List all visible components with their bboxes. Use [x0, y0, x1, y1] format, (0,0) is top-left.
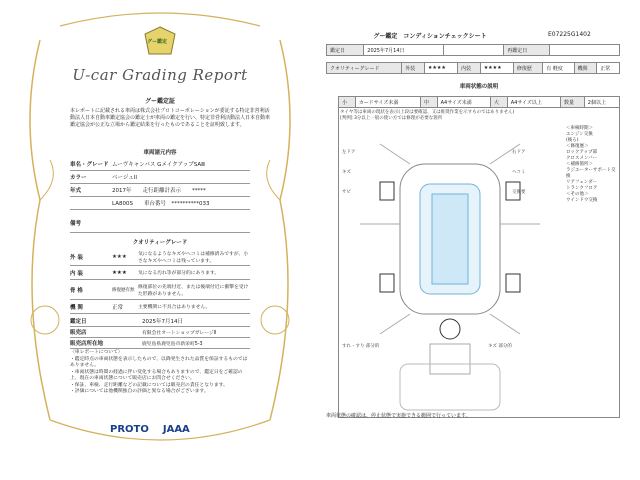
vehicle-row: 備考 — [70, 213, 250, 233]
label-scratch: キズ — [342, 170, 351, 175]
size-legend: 小 カードサイズ未満 中 A4サイズ未満 大 A4サイズ以上 数量 2個以上 — [338, 96, 620, 108]
label-door-right: 右ドア — [512, 150, 526, 155]
section-condition: 車両状態の説明 — [459, 84, 499, 90]
intro-text: 本レポートに記載される車両は株式会社プロトコーポレーションが委託する特定非営利活動法人日本自動車鑑定協会の鑑定士が車両の鑑定を行い、特定非営利活動法人日本自動車鑑定協会が公正な立場から鑑定結果を行ったものであることを証明致します。 — [70, 108, 271, 128]
quality-table: クオリティーグレード 外装 ★★★★ 内装 ★★★★ 修復歴 有 軽度 機関 正常 — [326, 62, 620, 74]
remarks-box: ＜車検時期＞ エンジン交換 (後ろ) ＜修復歴＞ ロックアップ部 クロスメンバー ＜補修箇所＞ ラジエーターサポート交換 リアフェンダー トランクフロア ＜その他＞ ウインドウ交換 — [566, 126, 616, 203]
badge-label: グー鑑定 — [147, 39, 168, 45]
legend-note-1: タイヤ等は車両の現状を表示(上段は要確認、又は推奨作業を示すものではありません) — [340, 110, 515, 115]
label-dent: ヘコミ — [512, 170, 526, 175]
proto-logo: PROTO — [110, 424, 149, 435]
report-subtitle: グー鑑定証 — [144, 98, 175, 105]
quality-row: 骨 格 修復歴有無 修復部位の先端付近、または後端付近に衝撃を受けた形跡がありません。 — [70, 280, 250, 300]
report-title: U-car Grading Report — [72, 66, 248, 84]
notes-text: 〈車レポートについて〉 ・鑑定時点の車両状態を表示したもので、以降発生された品質を保証するものではありません。 ・車両状態は時間の経過に伴い変化する場合もありますので、鑑定日をご確認の上、現在の車両状態について販売店にお問合せください。 ・保証、車検、走行距離などの記載については販売店の責任となります。 ・評価については他機関独自の評価と異なる場合がございます。 — [70, 350, 248, 394]
section-quality: クオリティーグレード — [132, 240, 188, 246]
label-partial: キズ 部分的 — [488, 344, 512, 349]
date-table: 鑑定日 2025年7月14日 再鑑定日 — [326, 44, 620, 56]
label-door-left: 左ドア — [342, 150, 356, 155]
quality-row: 機 関 正常 主要機関に不具合はありません。 — [70, 300, 250, 314]
sheet-code: E07225G1402 — [548, 31, 591, 38]
bottom-note: 車両状態の確認は、停止状態で実施できる範囲で行っています。 — [326, 413, 471, 419]
address-row: 販売店所在地 鹿児島県鹿児島市新栄町5-3 — [70, 338, 250, 349]
vehicle-row: カラー ベージュII — [70, 171, 250, 184]
legend-note-2: [判例] 3分以上一般の使い方では修理が必要な箇所 — [340, 116, 443, 121]
label-rust: サビ — [342, 190, 351, 195]
section-vehicle: 車両諸元内容 — [143, 150, 177, 156]
quality-row: 内 装 ★★★ 気になる汚れ等が部分的にあります。 — [70, 266, 250, 280]
vehicle-row: 車名・グレード ムーヴキャンバス GメイクアップSAⅢ — [70, 158, 250, 171]
sheet-title: グー鑑定 コンディションチェックシート — [373, 33, 487, 40]
vehicle-row: LA800S 車台番号 **********033 — [70, 197, 250, 210]
shop-row: 販売店 有限会社オートショップガレージⅡ — [70, 327, 250, 338]
date-row: 鑑定日 2025年7月14日 — [70, 316, 250, 327]
label-replace: 交換要 — [512, 190, 526, 195]
quality-row: 外 装 ★★★ 気になるようなキズやヘコミは補修済みですが、小さなキズやヘコミは残っています。 — [70, 248, 250, 266]
jaaa-logo: JAAA — [162, 424, 190, 435]
label-rub: すれ・すり 部分的 — [342, 344, 380, 349]
vehicle-row: 年式 2017年 走行距離計表示 ***** — [70, 184, 250, 197]
footer-logos — [110, 424, 190, 435]
car-diagram — [340, 124, 562, 414]
goo-badge — [143, 26, 177, 56]
